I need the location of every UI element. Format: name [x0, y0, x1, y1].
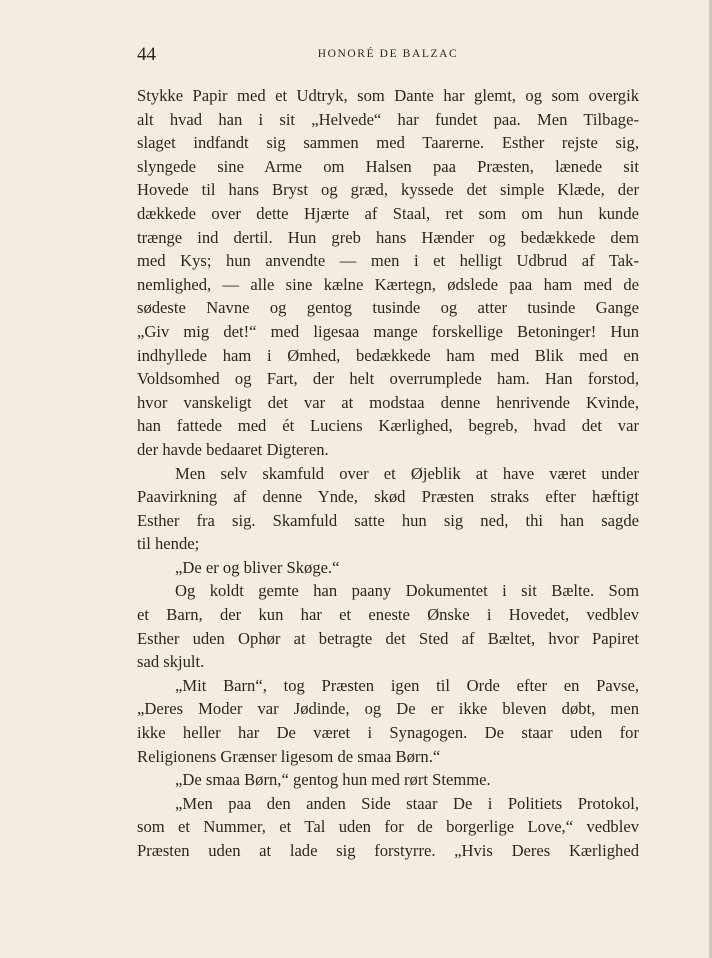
page-number: 44 — [137, 44, 156, 65]
text-line: Og koldt gemte han paany Dokumentet i sit Bælte. Som — [175, 581, 639, 601]
text-line: Esther uden Ophør at betragte det Sted af Bæltet, hvor Papiret — [137, 628, 639, 648]
text-line: Men selv skamfuld over et Øjeblik at have været under — [175, 463, 639, 483]
text-line: Hovede til hans Bryst og græd, kyssede det simple Klæde, der — [137, 180, 639, 200]
text-line: som et Nummer, et Tal uden for de borgerlige Love,“ vedblev — [137, 817, 639, 837]
text-line: slyngede sine Arme om Halsen paa Præsten, lænede sit — [137, 156, 639, 176]
text-line: trænge ind dertil. Hun greb hans Hænder og bedækkede dem — [137, 227, 639, 247]
text-line: „Deres Moder var Jødinde, og De er ikke bleven døbt, men — [137, 699, 639, 719]
text-line: sad skjult. — [137, 652, 205, 672]
text-line: „Men paa den anden Side staar De i Politiets Protokol, — [175, 793, 639, 813]
text-line: Religionens Grænser ligesom de smaa Børn.“ — [137, 746, 441, 766]
text-line: „Giv mig det!“ med ligesaa mange forskellige Betoninger! Hun — [137, 321, 639, 341]
text-line: et Barn, der kun har et eneste Ønske i Hovedet, vedblev — [137, 605, 639, 625]
text-line: slaget indfandt sig sammen med Taarerne. Esther rejste sig, — [137, 133, 639, 153]
text-line: Stykke Papir med et Udtryk, som Dante har glemt, og som overgik — [137, 86, 639, 105]
text-line: „De er og bliver Skøge.“ — [175, 557, 340, 577]
body-text — [137, 84, 639, 863]
text-line: hvor vanskeligt det var at modstaa denne henrivende Kvinde, — [137, 392, 639, 412]
text-line: alt hvad han i sit „Helvede“ har fundet paa. Men Tilbage- — [137, 109, 639, 129]
text-line: med Kys; hun anvendte — men i et helligt Udbrud af Tak- — [137, 251, 639, 271]
text-line: indhyllede ham i Ømhed, bedækkede ham med Blik med en — [137, 345, 639, 365]
page-header — [137, 44, 639, 70]
text-line: til hende; — [137, 534, 200, 554]
text-line: „De smaa Børn,“ gentog hun med rørt Stemme. — [175, 770, 491, 790]
text-line: Præsten uden at lade sig forstyrre. „Hvis Deres Kærlighed — [137, 841, 639, 860]
text-line: nemlighed, — alle sine kælne Kærtegn, ødslede paa ham med de — [137, 274, 639, 294]
text-line: ikke heller har De været i Synagogen. De staar uden for — [137, 723, 639, 743]
text-line: Esther fra sig. Skamfuld satte hun sig ned, thi han sagde — [137, 510, 639, 530]
text-line: dækkede over dette Hjærte af Staal, ret som om hun kunde — [137, 203, 639, 223]
text-line: der havde bedaaret Digteren. — [137, 439, 329, 459]
text-line: han fattede med ét Luciens Kærlighed, begreb, hvad det var — [137, 416, 639, 436]
text-line: „Mit Barn“, tog Præsten igen til Orde efter en Pavse, — [175, 675, 639, 695]
running-head: HONORÉ DE BALZAC — [317, 48, 459, 60]
text-line: sødeste Navne og gentog tusinde og atter tusinde Gange — [137, 298, 639, 318]
text-line: Paavirkning af denne Ynde, skød Præsten straks efter hæftigt — [137, 487, 639, 507]
text-line: Voldsomhed og Fart, der helt overrumplede ham. Han forstod, — [137, 369, 639, 389]
